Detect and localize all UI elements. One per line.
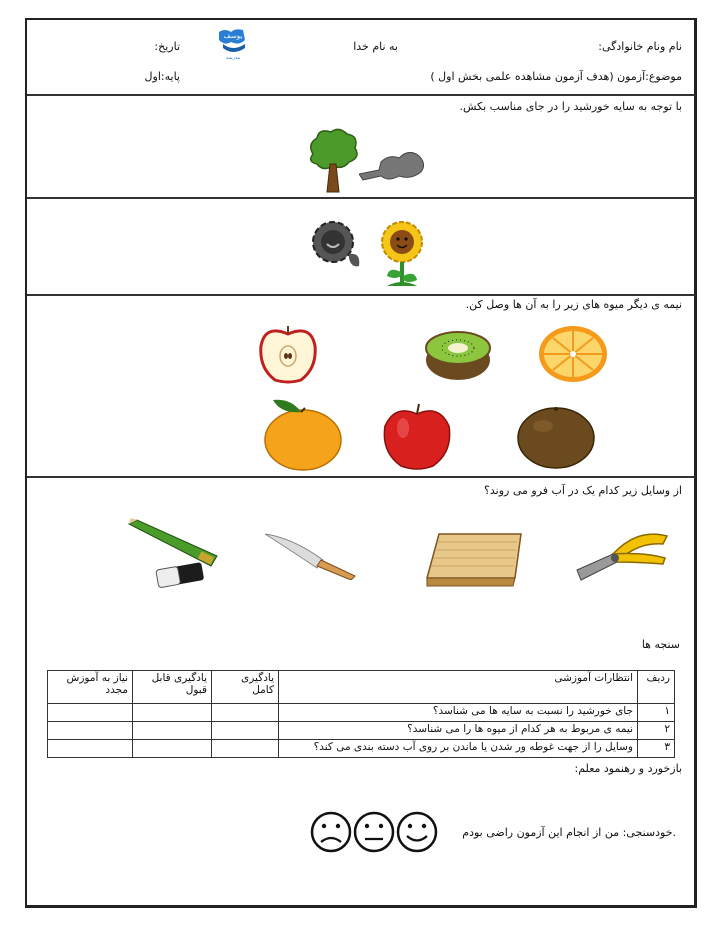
- sunflower-image: [377, 220, 427, 296]
- worksheet-frame: [25, 18, 697, 908]
- divider: [27, 294, 695, 296]
- assessment-table: [47, 670, 675, 758]
- table-header-row: [48, 671, 675, 704]
- wood-board-image: [425, 530, 525, 594]
- row-text: وسایل را از جهت غوطه ور شدن یا ماندن بر روی آب دسته بندی می کند؟: [279, 740, 638, 758]
- school-logo: [215, 26, 251, 62]
- happy-face-icon[interactable]: [398, 813, 436, 851]
- cell-acceptable[interactable]: [133, 704, 212, 722]
- date-label: تاریخ:: [154, 40, 180, 53]
- section4-instruction: از وسایل زیر کدام یک در آب فرو می روند؟: [484, 484, 682, 497]
- knife-image: [263, 528, 359, 584]
- logo-title: یوسف: [223, 32, 243, 40]
- bismillah: به نام خدا: [353, 40, 398, 53]
- col-needs-review: نیاز به آموزش مجدد: [48, 671, 133, 704]
- divider: [27, 197, 695, 199]
- section1-instruction: با توجه به سایه خورشید را در جای مناسب بکش.: [459, 100, 682, 113]
- row-text: نیمه ی مربوط به هر کدام از میوه ها را می شناسد؟: [279, 722, 638, 740]
- cell-review[interactable]: [48, 722, 133, 740]
- tree-image: [305, 126, 361, 198]
- feedback-label: بازخورد و رهنمود معلم:: [574, 762, 682, 775]
- pencil-eraser-image: [127, 516, 223, 592]
- sad-face-icon[interactable]: [312, 813, 350, 851]
- red-apple-image: [379, 402, 455, 476]
- cell-full[interactable]: [212, 740, 279, 758]
- table-row: [48, 704, 675, 722]
- assessment-title: سنجه ها: [641, 638, 680, 651]
- row-number: ۲: [638, 722, 675, 740]
- col-full-learning: یادگیری کامل: [212, 671, 279, 704]
- shadow-tree-image: [359, 144, 427, 188]
- table-row: [48, 740, 675, 758]
- cell-full[interactable]: [212, 704, 279, 722]
- apple-half-image: [255, 324, 321, 388]
- orange-image: [251, 396, 347, 476]
- row-number: ۳: [638, 740, 675, 758]
- cell-review[interactable]: [48, 740, 133, 758]
- shadow-sunflower-image: [309, 218, 369, 278]
- orange-half-image: [537, 324, 609, 388]
- cell-acceptable[interactable]: [133, 722, 212, 740]
- divider: [27, 476, 695, 478]
- grade-label: پایه:اول: [144, 70, 180, 83]
- row-number: ۱: [638, 704, 675, 722]
- section3-instruction: نیمه ی دیگر میوه های زیر را به آن ها وصل کن.: [465, 298, 682, 311]
- col-acceptable-learning: یادگیری قابل قبول: [133, 671, 212, 704]
- subject-label: موضوع:آزمون (هدف آزمون مشاهده علمی بخش اول ): [430, 70, 682, 83]
- pliers-image: [573, 514, 673, 590]
- cell-full[interactable]: [212, 722, 279, 740]
- logo-sub: مدرسه: [225, 55, 241, 61]
- neutral-face-icon[interactable]: [355, 813, 393, 851]
- row-text: جای خورشید را نسبت به سایه ها می شناسد؟: [279, 704, 638, 722]
- kiwi-image: [515, 402, 597, 474]
- name-label: نام ونام خانوادگی:: [598, 40, 682, 53]
- cell-review[interactable]: [48, 704, 133, 722]
- divider: [27, 94, 695, 96]
- cell-acceptable[interactable]: [133, 740, 212, 758]
- col-expectations: انتظارات آموزشی: [279, 671, 638, 704]
- col-row-number: ردیف: [638, 671, 675, 704]
- self-assessment-faces: [309, 810, 439, 854]
- kiwi-half-image: [423, 326, 493, 386]
- table-row: [48, 722, 675, 740]
- self-assessment-label: .خودسنجی: من از انجام این آزمون راضی بودم: [462, 826, 676, 839]
